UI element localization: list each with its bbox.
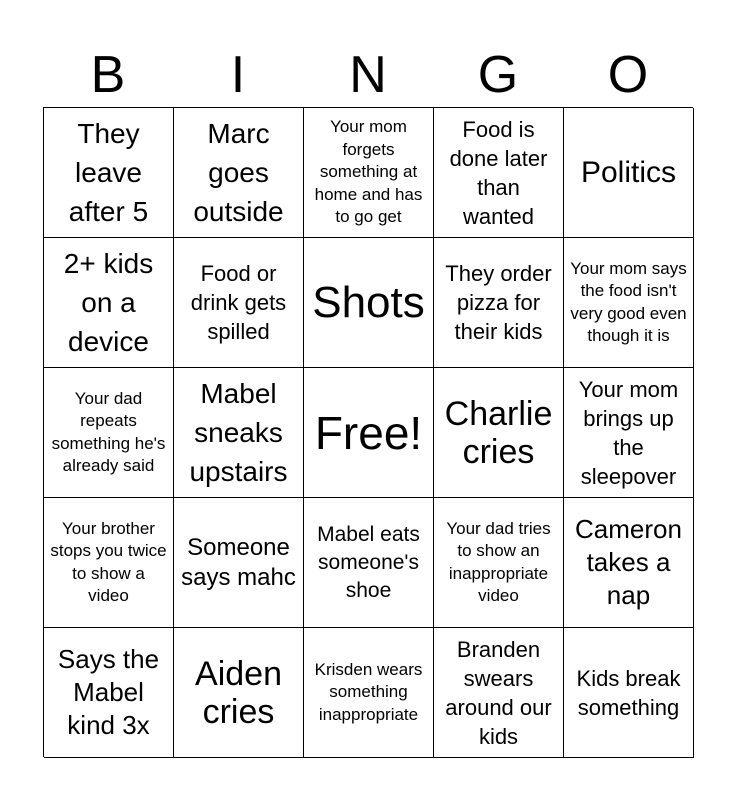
bingo-grid	[43, 107, 693, 757]
bingo-cell[interactable]	[304, 108, 434, 238]
bingo-cell[interactable]	[434, 498, 564, 628]
cell-text: Your dad tries to show an inappropriate video	[446, 518, 551, 605]
cell-text: Politics	[580, 155, 677, 189]
cell-text: Cameron takes a nap	[575, 514, 682, 610]
bingo-cell[interactable]	[564, 498, 694, 628]
cell-text: Your mom brings up the sleepover	[578, 376, 679, 489]
cell-text: Charlie cries	[444, 394, 553, 471]
bingo-cell[interactable]	[434, 368, 564, 498]
bingo-cell[interactable]	[564, 628, 694, 758]
cell-text: Someone says mahc	[181, 533, 296, 591]
bingo-header	[43, 44, 693, 106]
bingo-cell[interactable]	[304, 498, 434, 628]
bingo-cell[interactable]	[564, 238, 694, 368]
bingo-cell[interactable]	[564, 368, 694, 498]
bingo-cell[interactable]	[434, 108, 564, 238]
bingo-cell[interactable]	[174, 108, 304, 238]
cell-text: Your mom forgets something at home and has to go get	[314, 117, 423, 227]
header-letter-g: G	[477, 46, 519, 104]
bingo-cell[interactable]	[304, 628, 434, 758]
header-letter-o: O	[607, 46, 649, 104]
cell-text: Marc goes outside	[193, 118, 284, 227]
cell-text: Shots	[312, 277, 425, 327]
cell-text: They order pizza for their kids	[445, 261, 552, 344]
cell-text: 2+ kids on a device	[63, 248, 154, 357]
cell-text: Food is done later than wanted	[449, 116, 548, 229]
cell-text: Krisden wears something inappropriate	[314, 659, 423, 724]
cell-text: Free!	[314, 406, 423, 459]
header-letter-b: B	[90, 46, 126, 104]
cell-text: Your mom says the food isn't very good even though it is	[570, 258, 687, 345]
bingo-cell[interactable]	[174, 368, 304, 498]
cell-text: Food or drink gets spilled	[190, 261, 287, 344]
cell-text: Aiden cries	[195, 654, 282, 731]
cell-text: Your brother stops you twice to show a video	[50, 518, 167, 605]
bingo-cell[interactable]	[434, 628, 564, 758]
cell-text: Branden swears around our kids	[445, 636, 552, 749]
bingo-cell[interactable]	[44, 628, 174, 758]
bingo-cell[interactable]	[44, 108, 174, 238]
bingo-cell[interactable]	[174, 238, 304, 368]
bingo-cell[interactable]	[174, 498, 304, 628]
cell-text: Says the Mabel kind 3x	[57, 644, 160, 740]
cell-text: They leave after 5	[68, 118, 149, 227]
bingo-cell[interactable]	[304, 238, 434, 368]
bingo-cell[interactable]	[44, 238, 174, 368]
cell-text: Kids break something	[576, 665, 681, 720]
cell-text: Your dad repeats something he's already said	[51, 388, 166, 475]
bingo-cell[interactable]	[44, 368, 174, 498]
cell-text: Mabel sneaks upstairs	[189, 378, 288, 487]
header-letter-i: I	[230, 46, 246, 104]
bingo-cell free-space[interactable]	[304, 368, 434, 498]
bingo-cell[interactable]	[44, 498, 174, 628]
bingo-cell[interactable]	[564, 108, 694, 238]
bingo-cell[interactable]	[174, 628, 304, 758]
cell-text: Mabel eats someone's shoe	[317, 522, 420, 602]
bingo-cell[interactable]	[434, 238, 564, 368]
header-letter-n: N	[349, 46, 387, 104]
